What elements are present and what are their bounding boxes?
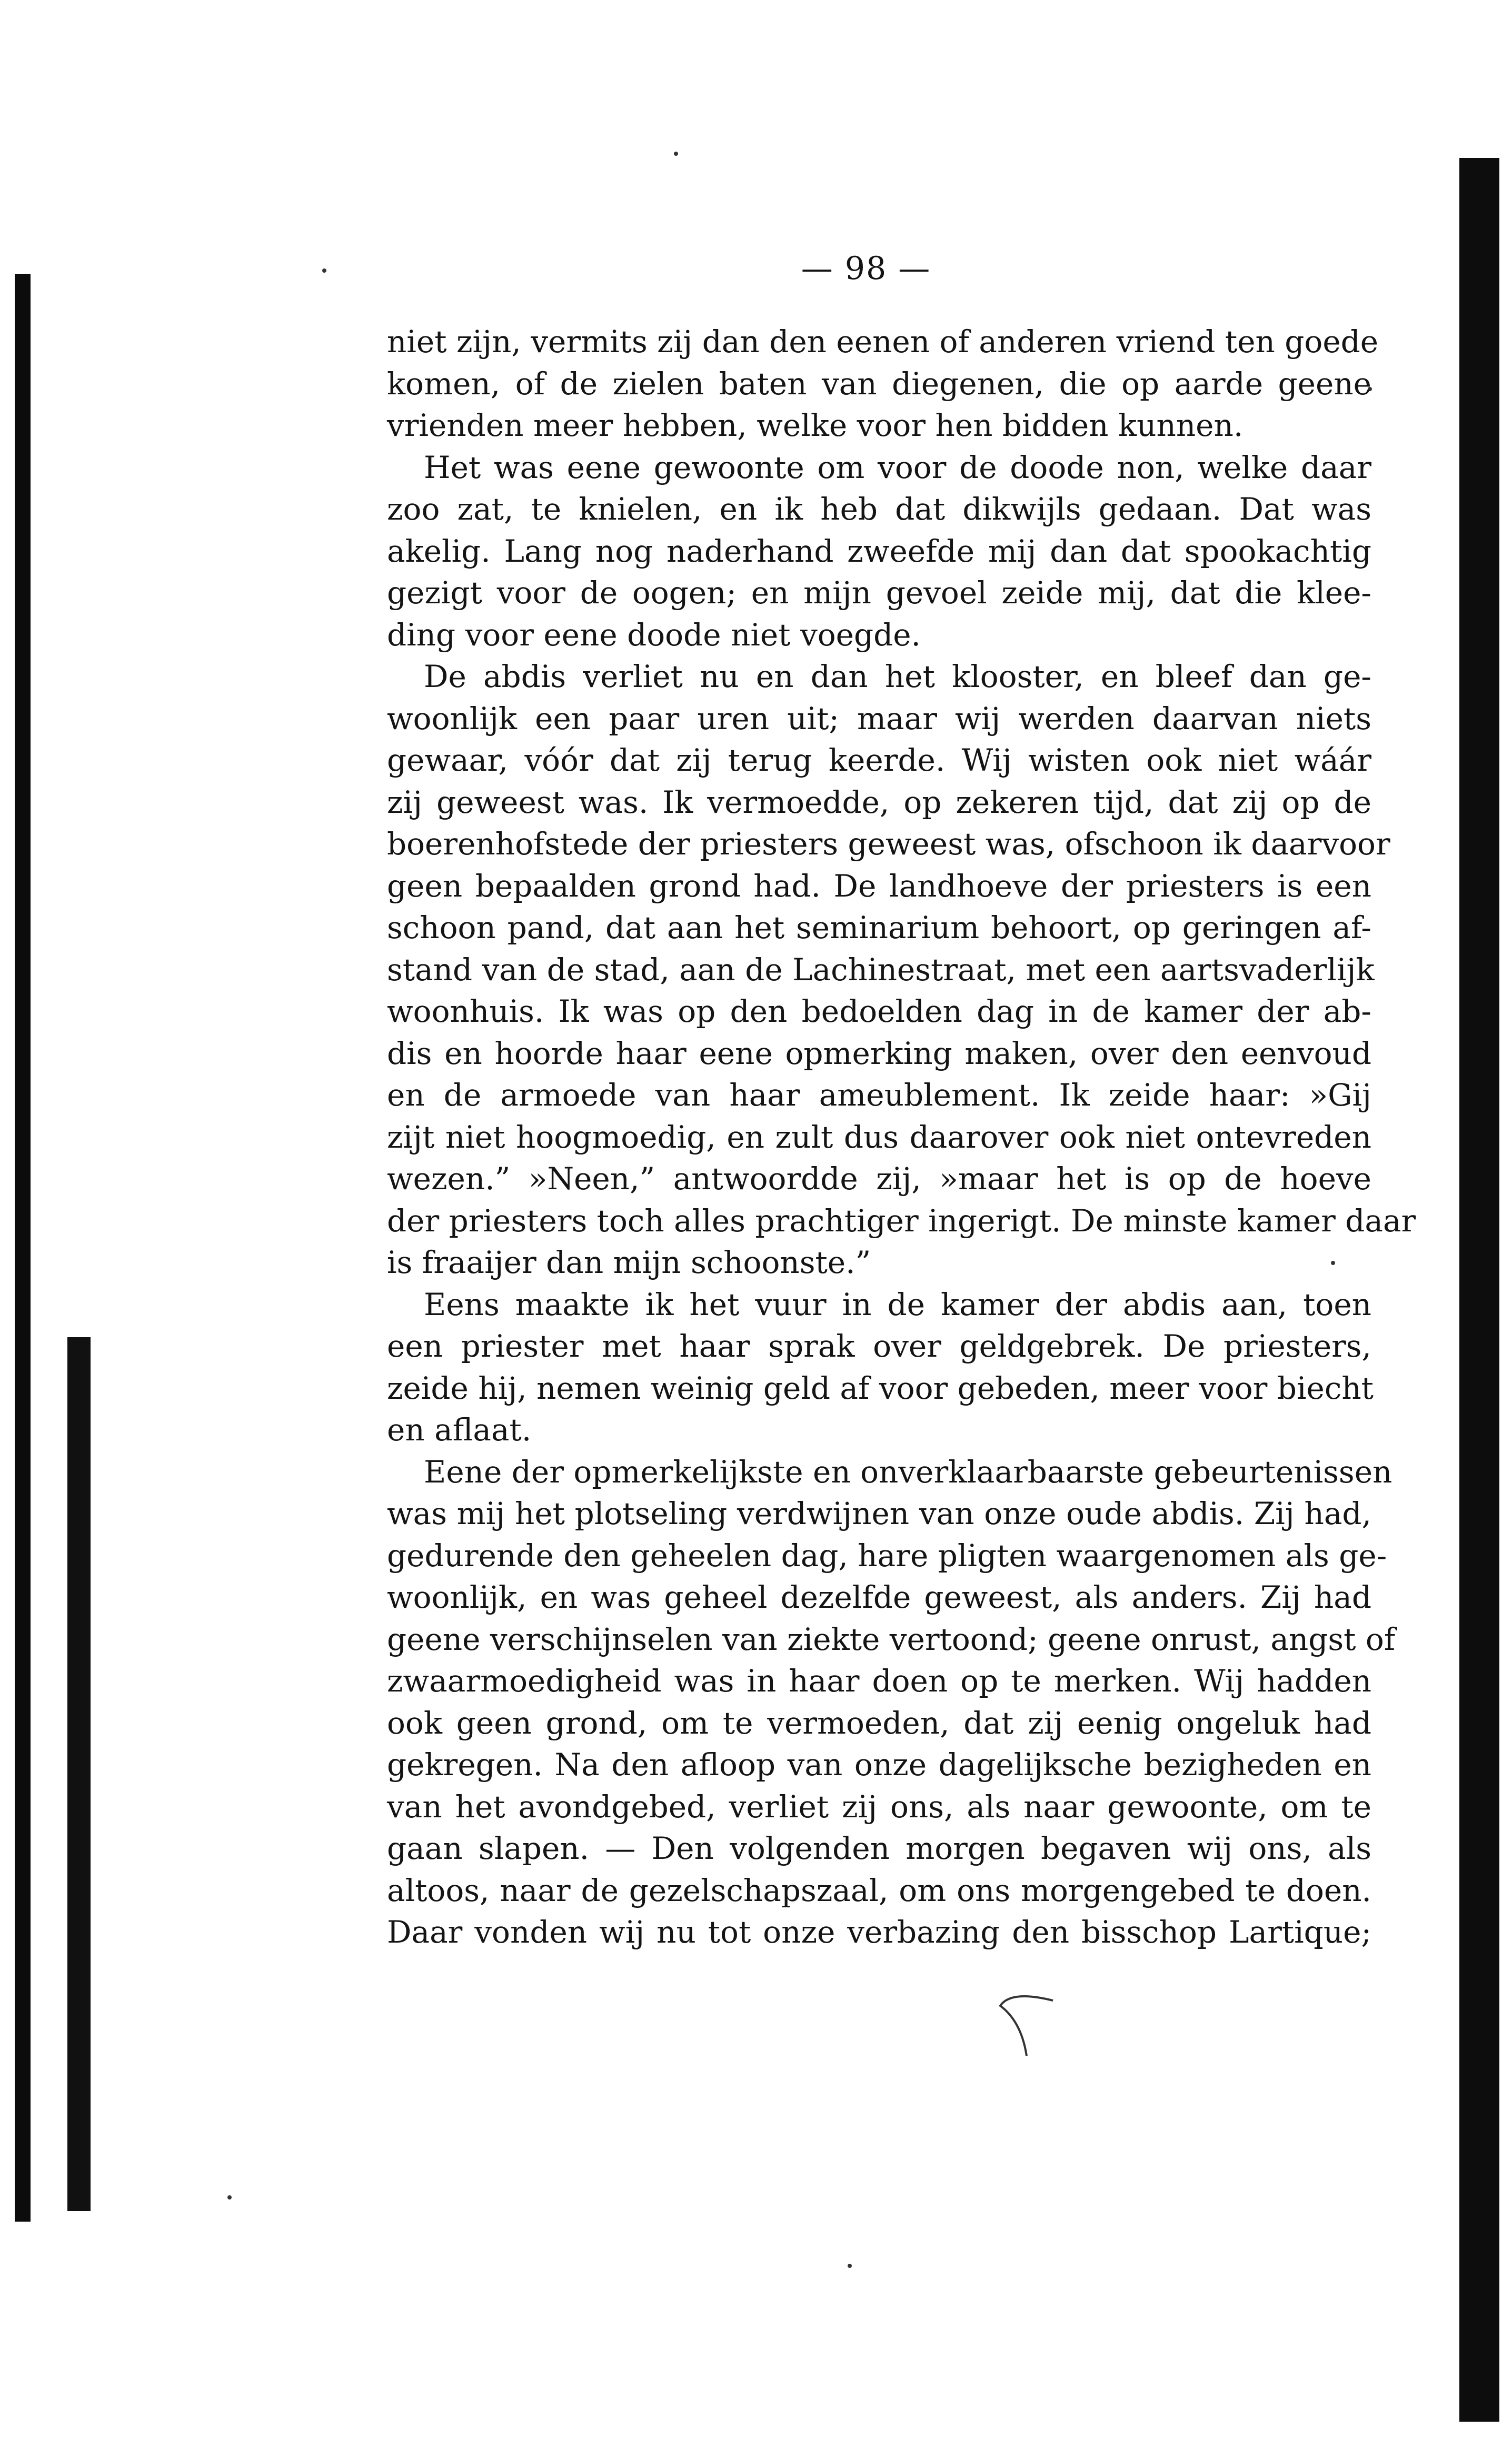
text-line: gewaar, vóór dat zij terug keerde. Wij wisten ook niet wáár [387,742,1371,778]
text-line: boerenhofstede der priesters geweest was, ofschoon ik daarvoor [387,826,1390,862]
text-line: gekregen. Na den afloop van onze dagelijksche bezigheden en [387,1747,1371,1783]
page-number-header: — 98 — [801,250,931,287]
text-line: Daar vonden wij nu tot onze verbazing den bisschop Lartique; [387,1914,1371,1950]
text-line: zoo zat, te knielen, en ik heb dat dikwijls gedaan. Dat was [387,491,1371,527]
text-line: De abdis verliet nu en dan het klooster, en bleef dan ge- [424,659,1371,694]
scan-edge-shadow-left-inner [67,1337,91,2211]
text-line: ding voor eene doode niet voegde. [387,616,921,653]
scan-speck [674,152,678,156]
text-line: zwaarmoedigheid was in haar doen op te merken. Wij hadden [387,1663,1371,1699]
text-line: geene verschijnselen van ziekte vertoond; geene onrust, angst of [387,1621,1396,1657]
scan-edge-shadow-left [15,274,31,2222]
text-line: van het avondgebed, verliet zij ons, als naar gewoonte, om te [387,1788,1371,1825]
scan-edge-shadow-right [1459,158,1499,2422]
text-line: is fraaijer dan mijn schoonste.” [387,1245,871,1280]
text-line: was mij het plotseling verdwijnen van onze oude abdis. Zij had, [387,1496,1371,1531]
text-line: Het was eene gewoonte om voor de doode non, welke daar [424,449,1371,485]
text-line: zij geweest was. Ik vermoedde, op zekeren tijd, dat zij op de [387,784,1371,820]
text-line: en aflaat. [387,1412,532,1448]
text-line: niet zijn, vermits zij dan den eenen of anderen vriend ten goede [387,324,1379,360]
text-line: gedurende den geheelen dag, hare pligten waargenomen als ge- [387,1537,1387,1574]
scan-speck [227,2195,232,2200]
text-line: gezigt voor de oogen; en mijn gevoel zeide mij, dat die klee- [387,575,1371,611]
ink-stroke-mark [990,1990,1063,2058]
text-line: dis en hoorde haar eene opmerking maken, over den eenvoud [387,1035,1371,1071]
text-line: wezen.” »Neen,” antwoordde zij, »maar het is op de hoeve [387,1161,1371,1197]
text-line: Eene der opmerkelijkste en onverklaarbaarste gebeurtenissen [424,1454,1392,1490]
text-line: en de armoede van haar ameublement. Ik zeide haar: »Gij [387,1077,1371,1113]
text-line: zeide hij, nemen weinig geld af voor gebeden, meer voor biecht [387,1370,1374,1406]
text-line: woonlijk, en was geheel dezelfde geweest, als anders. Zij had [387,1579,1371,1615]
text-line: gaan slapen. — Den volgenden morgen begaven wij ons, als [387,1830,1371,1866]
scan-speck [322,268,326,273]
text-line: een priester met haar sprak over geldgebrek. De priesters, [387,1328,1371,1364]
text-line: komen, of de zielen baten van diegenen, die op aarde geene [387,365,1371,402]
text-line: zijt niet hoogmoedig, en zult dus daarover ook niet ontevreden [387,1119,1371,1155]
text-line: akelig. Lang nog naderhand zweefde mij dan dat spookachtig [387,533,1371,569]
text-line: ook geen grond, om te vermoeden, dat zij eenig ongeluk had [387,1705,1371,1741]
text-line: schoon pand, dat aan het seminarium behoort, op geringen af- [387,910,1371,946]
text-line: altoos, naar de gezelschapszaal, om ons morgengebed te doen. [387,1872,1371,1908]
text-line: geen bepaalden grond had. De landhoeve der priesters is een [387,868,1371,904]
text-line: woonlijk een paar uren uit; maar wij werden daarvan niets [387,700,1371,737]
text-line: vrienden meer hebben, welke voor hen bidden kunnen. [387,407,1244,443]
body-text [387,321,1416,1954]
scan-speck [848,2264,852,2268]
text-line: Eens maakte ik het vuur in de kamer der abdis aan, toen [424,1286,1371,1322]
text-line: der priesters toch alles prachtiger ingerigt. De minste kamer daar [387,1202,1416,1239]
text-line: woonhuis. Ik was op den bedoelden dag in de kamer der ab- [387,993,1371,1029]
text-line: stand van de stad, aan de Lachinestraat, met een aartsvaderlijk [387,951,1375,988]
